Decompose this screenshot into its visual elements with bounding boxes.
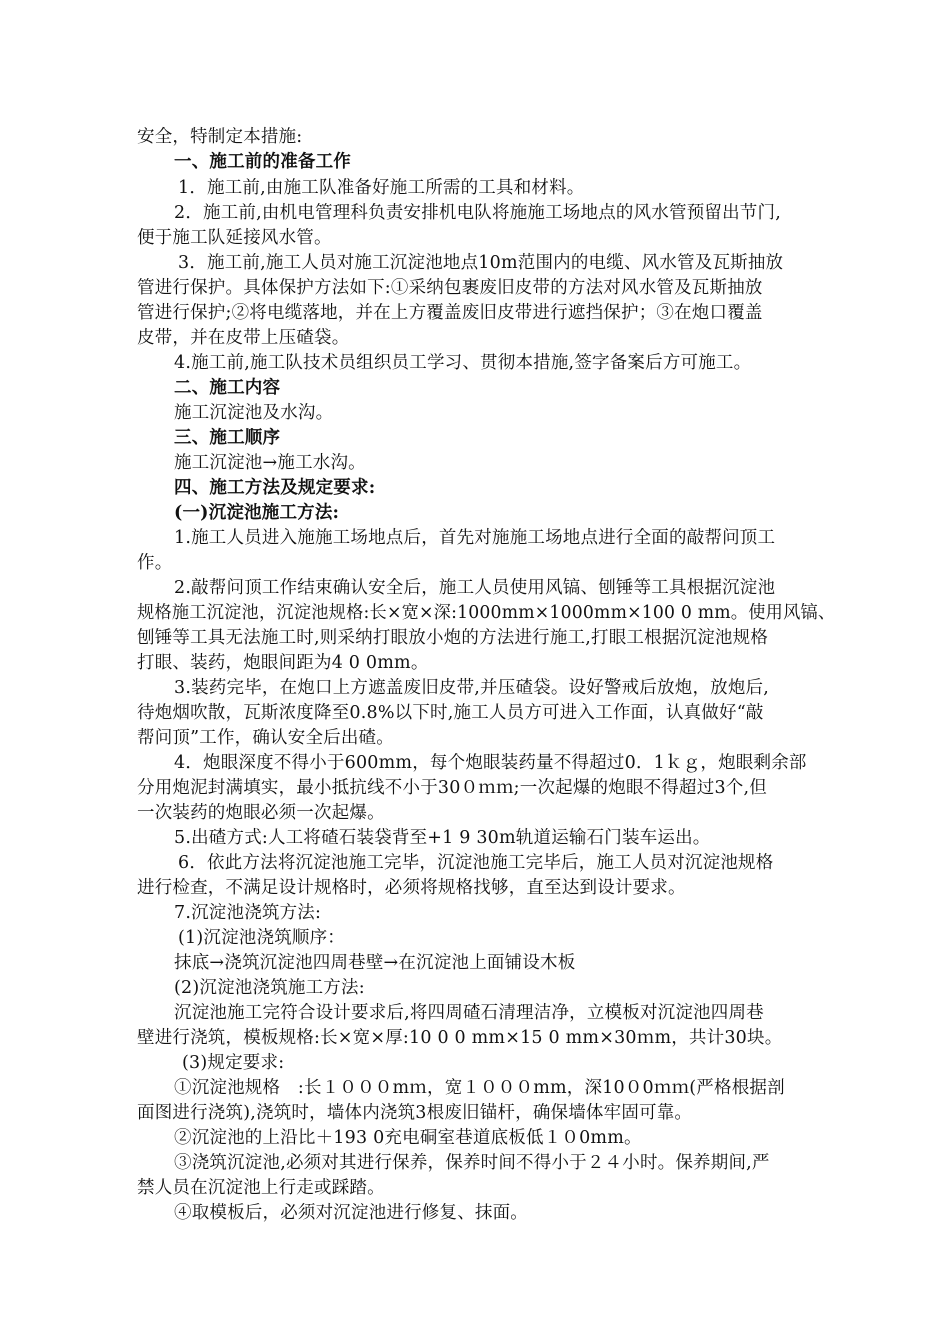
section-heading: 四、施工方法及规定要求:	[174, 478, 376, 498]
text-line: 管进行保护;②将电缆落地，并在上方覆盖废旧皮带进行遮挡保护；③在炮口覆盖	[137, 303, 763, 323]
text-line: 规格施工沉淀池，沉淀池规格:长×宽×深:1000mm×1000mm×100 0 mm。使用风镐、	[137, 603, 836, 623]
text-line: 1.施工人员进入施施工场地点后，首先对施施工场地点进行全面的敲帮问顶工	[174, 528, 776, 548]
text-line: 便于施工队延接风水管。	[137, 228, 332, 248]
text-line: 面图进行浇筑),浇筑时，墙体内浇筑3根废旧锚杆，确保墙体牢固可靠。	[137, 1103, 693, 1123]
text-line: 壁进行浇筑，模板规格:长×宽×厚:10 0 0 mm×15 0 mm×30ｍm，共计30块。	[137, 1028, 783, 1048]
text-line: 皮带，并在皮带上压碴袋。	[137, 328, 350, 348]
text-line: ②沉淀池的上沿比＋193 0充电硐室巷道底板低１０0mm。	[174, 1128, 642, 1148]
section-heading: 三、施工顺序	[174, 428, 281, 448]
text-line: ③浇筑沉淀池,必须对其进行保养，保养时间不得小于２４小时。保养期间,严	[174, 1153, 770, 1173]
text-line: 4.施工前,施工队技术员组织员工学习、贯彻本措施,签字备案后方可施工。	[174, 353, 752, 373]
text-line: (3)规定要求:	[182, 1053, 285, 1073]
text-line: 6．依此方法将沉淀池施工完毕，沉淀池施工完毕后，施工人员对沉淀池规格	[178, 853, 774, 873]
text-line: 5.出碴方式:人工将碴石装袋背至+1 9 30m轨道运输石门装车运出。	[174, 828, 711, 848]
text-line: 安全，特制定本措施:	[137, 127, 303, 147]
text-line: ①沉淀池规格 :长１０００mｍ，宽１０００mm，深10０0ｍｍ(严格根据剖	[174, 1078, 785, 1098]
text-line: 2．施工前,由机电管理科负责安排机电队将施施工场地点的风水管预留出节门,	[174, 203, 781, 223]
text-line: 分用炮泥封满填实，最小抵抗线不小于30０ｍｍ;一次起爆的炮眼不得超过3个,但	[137, 778, 767, 798]
text-line: 2.敲帮问顶工作结束确认安全后，施工人员使用风镐、刨锤等工具根据沉淀池	[174, 578, 776, 598]
text-line: 禁人员在沉淀池上行走或踩踏。	[137, 1178, 385, 1198]
text-line: 3.装药完毕，在炮口上方遮盖废旧皮带,并压碴袋。设好警戒后放炮，放炮后,	[174, 678, 770, 698]
text-line: 抹底→浇筑沉淀池四周巷壁→在沉淀池上面铺设木板	[174, 953, 576, 973]
text-line: 刨锤等工具无法施工时,则采纳打眼放小炮的方法进行施工,打眼工根据沉淀池规格	[137, 628, 769, 648]
text-line: 打眼、装药，炮眼间距为4 0 0mm。	[137, 653, 429, 673]
text-line: ④取模板后，必须对沉淀池进行修复、抹面。	[174, 1203, 528, 1223]
text-line: 沉淀池施工完符合设计要求后,将四周碴石清理洁净，立模板对沉淀池四周巷	[174, 1003, 764, 1023]
text-line: 1．施工前,由施工队准备好施工所需的工具和材料。	[178, 178, 585, 198]
text-line: 4．炮眼深度不得小于600mm，每个炮眼装药量不得超过0．1ｋｇ，炮眼剩余部	[174, 753, 807, 773]
text-line: 帮问顶”工作，确认安全后出碴。	[137, 728, 394, 748]
text-line: 施工沉淀池→施工水沟。	[174, 453, 366, 473]
text-line: 管进行保护。具体保护方法如下:①采纳包裹废旧皮带的方法对风水管及瓦斯抽放	[137, 278, 763, 298]
subsection-heading: (一)沉淀池施工方法:	[174, 503, 340, 523]
text-line: 待炮烟吹散，瓦斯浓度降至0.8%以下时,施工人员方可进入工作面，认真做好“敲	[137, 703, 764, 723]
text-line: (2)沉淀池浇筑施工方法:	[174, 978, 365, 998]
text-line: 进行检查，不满足设计规格时，必须将规格找够，直至达到设计要求。	[137, 878, 686, 898]
section-heading: 二、施工内容	[174, 378, 281, 398]
text-line: 施工沉淀池及水沟。	[174, 403, 334, 423]
text-line: 3．施工前,施工人员对施工沉淀池地点10m范围内的电缆、风水管及瓦斯抽放	[178, 253, 784, 273]
section-heading: 一、施工前的准备工作	[174, 152, 351, 172]
text-line: 7.沉淀池浇筑方法:	[174, 903, 322, 923]
text-line: (1)沉淀池浇筑顺序：	[178, 928, 345, 948]
text-line: 作。	[137, 553, 173, 573]
text-line: 一次装药的炮眼必须一次起爆。	[137, 803, 385, 823]
